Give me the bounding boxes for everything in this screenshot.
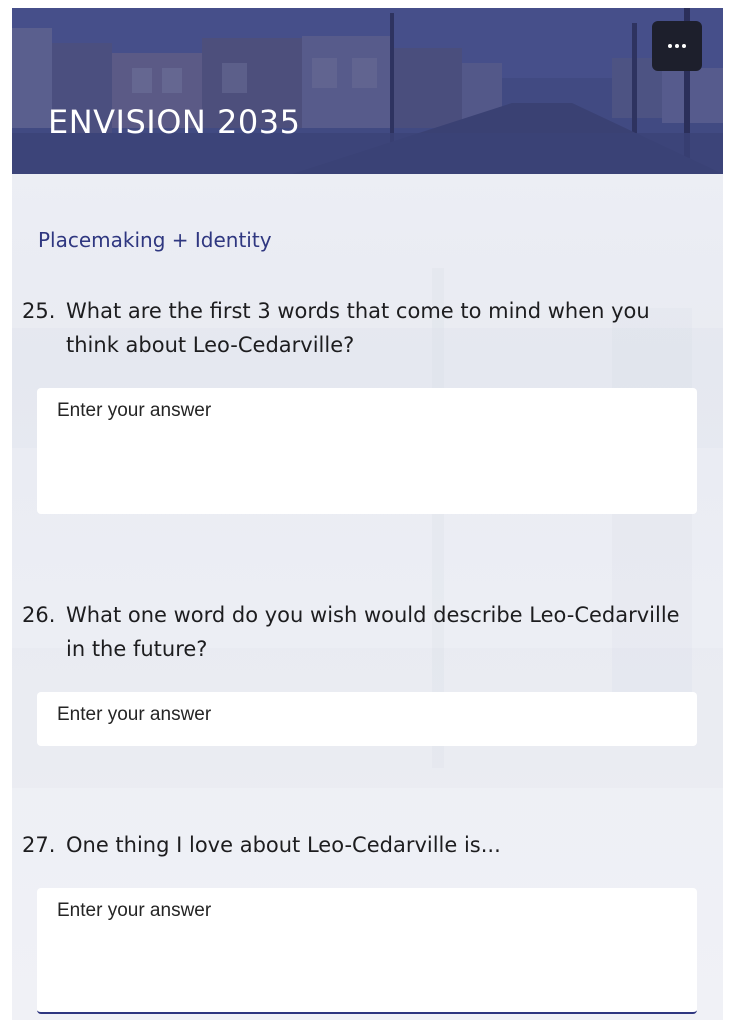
question-number: 26. (22, 603, 56, 627)
question-text: One thing I love about Leo-Cedarville is... (66, 833, 501, 857)
header-street-image (12, 8, 723, 174)
question-text: What one word do you wish would describe Leo-Cedarville in the future? (66, 603, 680, 661)
question-number: 27. (22, 833, 56, 857)
question-26 (22, 598, 702, 666)
more-options-button[interactable] (652, 21, 702, 71)
more-horizontal-icon (668, 44, 686, 48)
answer-input-27[interactable]: Enter your answer (37, 888, 697, 1014)
form-background (12, 8, 723, 1020)
question-text: What are the first 3 words that come to mind when you think about Leo-Cedarville? (66, 299, 650, 357)
question-number: 25. (22, 299, 56, 323)
question-27 (22, 828, 702, 862)
form-header (12, 8, 723, 174)
form-title: ENVISION 2035 (48, 103, 301, 141)
question-25 (22, 294, 702, 362)
answer-input-26[interactable]: Enter your answer (37, 692, 697, 746)
answer-input-25[interactable]: Enter your answer (37, 388, 697, 514)
section-title: Placemaking + Identity (38, 228, 272, 252)
